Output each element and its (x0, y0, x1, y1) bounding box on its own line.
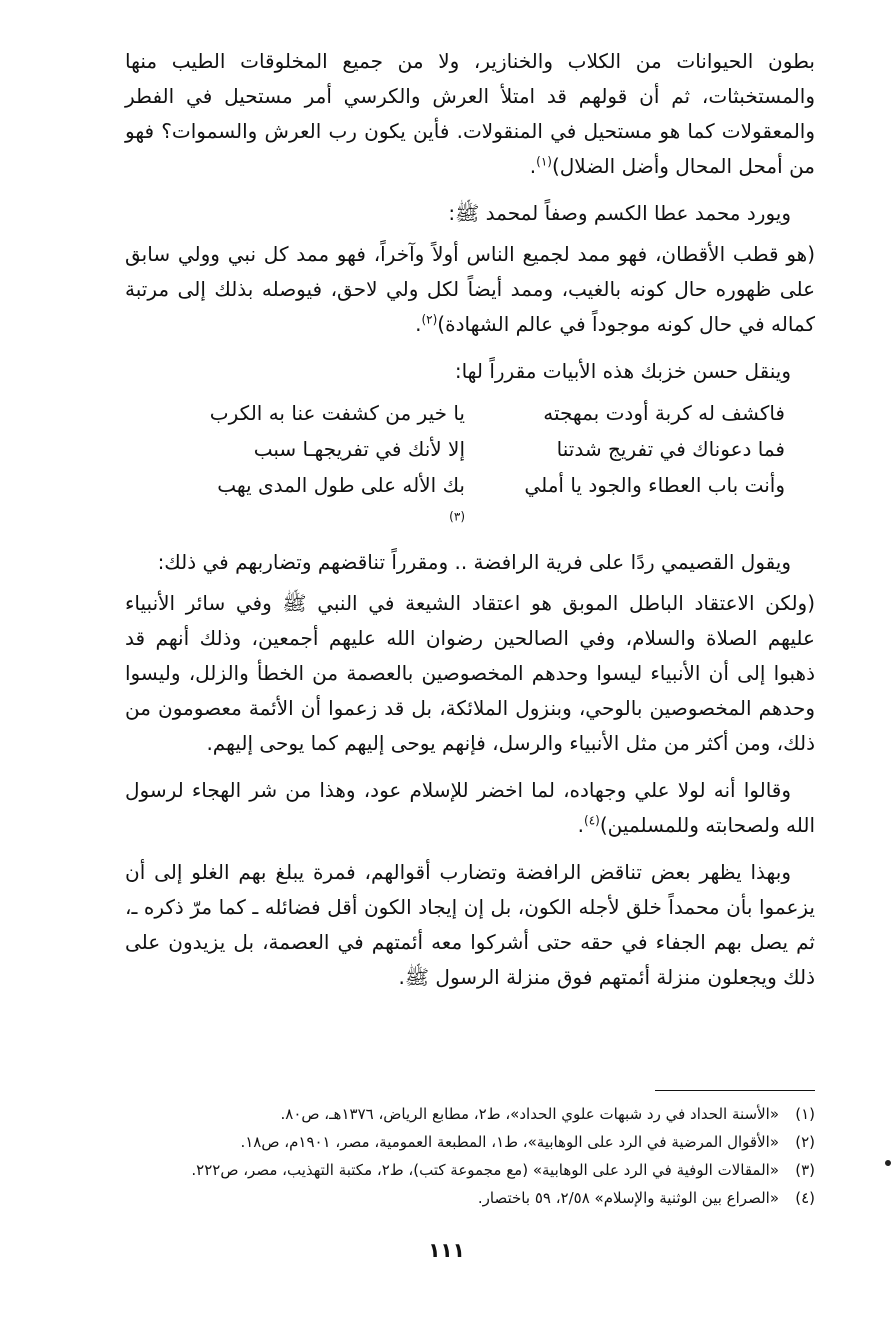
footnote-number: (٢) (795, 1133, 815, 1151)
paragraph-1-text: بطون الحيوانات من الكلاب والخنازير، ولا من جميع المخلوقات الطيب منها والمستخبثات، ثم أن قولهم قد امتلأ العرش والكرسي أمر مستحيل في الفطر والمعقولات كما هو مستحيل في المنقولات. فأين يكون رب العرش والسموات؟ فهو من أمحل المحال وأضل الضلال) (125, 49, 815, 178)
paragraph-4: وينقل حسن خزبك هذه الأبيات مقرراً لها: (454, 359, 791, 383)
paragraph-6: (ولكن الاعتقاد الباطل الموبق هو اعتقاد الشيعة في النبي ﷺ وفي سائر الأنبياء عليهم الصلاة والسلام، وفي الصالحين رضوان الله عليهم أجمعين، وذلك أنهم قد ذهبوا إلى أن الأنبياء ليسوا وحدهم المخصوصين بالعصمة من الخطأ والزلل، وليسوا وحدهم المخصوصين بالوحي، وبنزول الملائكة، بل قد زعموا أن الأئمة معصومون من ذلك، ومن أكثر من مثل الأنبياء والرسل، فإنهم يوحى إليهم كما يوحى إليهم. (125, 591, 815, 755)
main-text (125, 44, 815, 1007)
footnotes (115, 1100, 815, 1212)
footnote-text: «الأقوال المرضية في الرد على الوهابية»، ط١، المطبعة العمومية، مصر، ١٩٠١م، ص١٨. (240, 1133, 779, 1151)
footnote-number: (٤) (795, 1189, 815, 1207)
poem-first-hemistich: فاكشف له كربة أودت بمهجته (543, 401, 785, 425)
footnote (115, 1184, 815, 1212)
poem-line (165, 395, 785, 431)
paragraph-8: وبهذا يظهر بعض تناقض الرافضة وتضارب أقوالهم، فمرة يبلغ بهم الغلو إلى أن يزعموا بأن محمداً خلق لأجله الكون، بل إن إيجاد الكون أقل فضائله ـ كما مرّ ذكره ـ، ثم يصل بهم الجفاء في حقه حتى أشركوا معه أئمتهم في العصمة، بل يزيدون على ذلك ويجعلون منزلة أئمتهم فوق منزلة الرسول ﷺ. (125, 860, 815, 989)
paragraph-2: ويورد محمد عطا الكسم وصفاً لمحمد ﷺ: (448, 201, 791, 225)
footnote-number: (١) (795, 1105, 815, 1123)
paragraph-7: وقالوا أنه لولا علي وجهاده، لما اخضر للإسلام عود، وهذا من شر الهجاء لرسول الله ولصحابته وللمسلمين)$^{(٤)}$. (125, 778, 815, 837)
footnote (115, 1128, 815, 1156)
footnote-number: (٣) (795, 1161, 815, 1179)
poem-second-hemistich-text: بك الأله على طول المدى يهب (217, 473, 465, 497)
paragraph-3: (هو قطب الأقطان، فهو ممد لجميع الناس أولاً وآخراً، فهو ممد كل نبي وولي سابق على ظهوره حال كونه بالغيب، وممد أيضاً لكل ولي لاحق، فيوصله بذلك إلى مرتبة كماله في حال كونه موجوداً في عالم الشهادة)$^{(٢)}$. (125, 242, 815, 336)
footnote (115, 1100, 815, 1128)
footnote-text: «الصراع بين الوثنية والإسلام» ٢/٥٨، ٥٩ باختصار. (477, 1189, 779, 1207)
footnote (115, 1156, 815, 1184)
page-number: ١١١ (428, 1238, 465, 1262)
footnote-ref-4: (٤) (584, 813, 600, 828)
scan-mark (885, 1160, 891, 1166)
poem-second-hemistich: إلا لأنك في تفريجهـا سبب (253, 437, 465, 461)
footnote-text: «الأسنة الحداد في رد شبهات علوي الحداد»، ط٢، مطابع الرياض، ١٣٧٦هـ، ص٨٠. (280, 1105, 779, 1123)
footnote-divider (655, 1090, 815, 1091)
paragraph-3-text: (هو قطب الأقطان، فهو ممد لجميع الناس أولاً وآخراً، فهو ممد كل نبي وولي سابق على ظهوره حال كونه بالغيب، وممد أيضاً لكل ولي لاحق، فيوصله بذلك إلى مرتبة كماله في حال كونه موجوداً في عالم الشهادة) (125, 242, 815, 336)
paragraph-1: بطون الحيوانات من الكلاب والخنازير، ولا من جميع المخلوقات الطيب منها والمستخبثات، ثم أن قولهم قد امتلأ العرش والكرسي أمر مستحيل في الفطر والمعقولات كما هو مستحيل في المنقولات. فأين يكون رب العرش والسموات؟ فهو من أمحل المحال وأضل الضلال)$^{(١)}$. (125, 49, 815, 178)
poem-first-hemistich: وأنت باب العطاء والجود يا أملي (524, 473, 785, 497)
paragraph-5: ويقول القصيمي ردًا على فرية الرافضة .. ومقرراً تناقضهم وتضاربهم في ذلك: (157, 550, 791, 574)
poem-line (165, 467, 785, 539)
poem-line (165, 431, 785, 467)
footnote-text: «المقالات الوفية في الرد على الوهابية» (مع مجموعة كتب)، ط٢، مكتبة التهذيب، مصر، ص٢٢٢. (191, 1161, 779, 1179)
footnote-ref-1: (١) (536, 154, 552, 169)
poem-second-hemistich: يا خير من كشفت عنا به الكرب (209, 401, 465, 425)
footnote-ref-3: (٣) (449, 509, 465, 524)
poem (165, 395, 785, 539)
poem-second-hemistich (165, 467, 465, 539)
paragraph-7-text: وقالوا أنه لولا علي وجهاده، لما اخضر للإسلام عود، وهذا من شر الهجاء لرسول الله ولصحابته وللمسلمين) (125, 778, 815, 837)
poem-first-hemistich: فما دعوناك في تفريج شدتنا (556, 437, 785, 461)
footnote-ref-2: (٢) (421, 312, 438, 327)
